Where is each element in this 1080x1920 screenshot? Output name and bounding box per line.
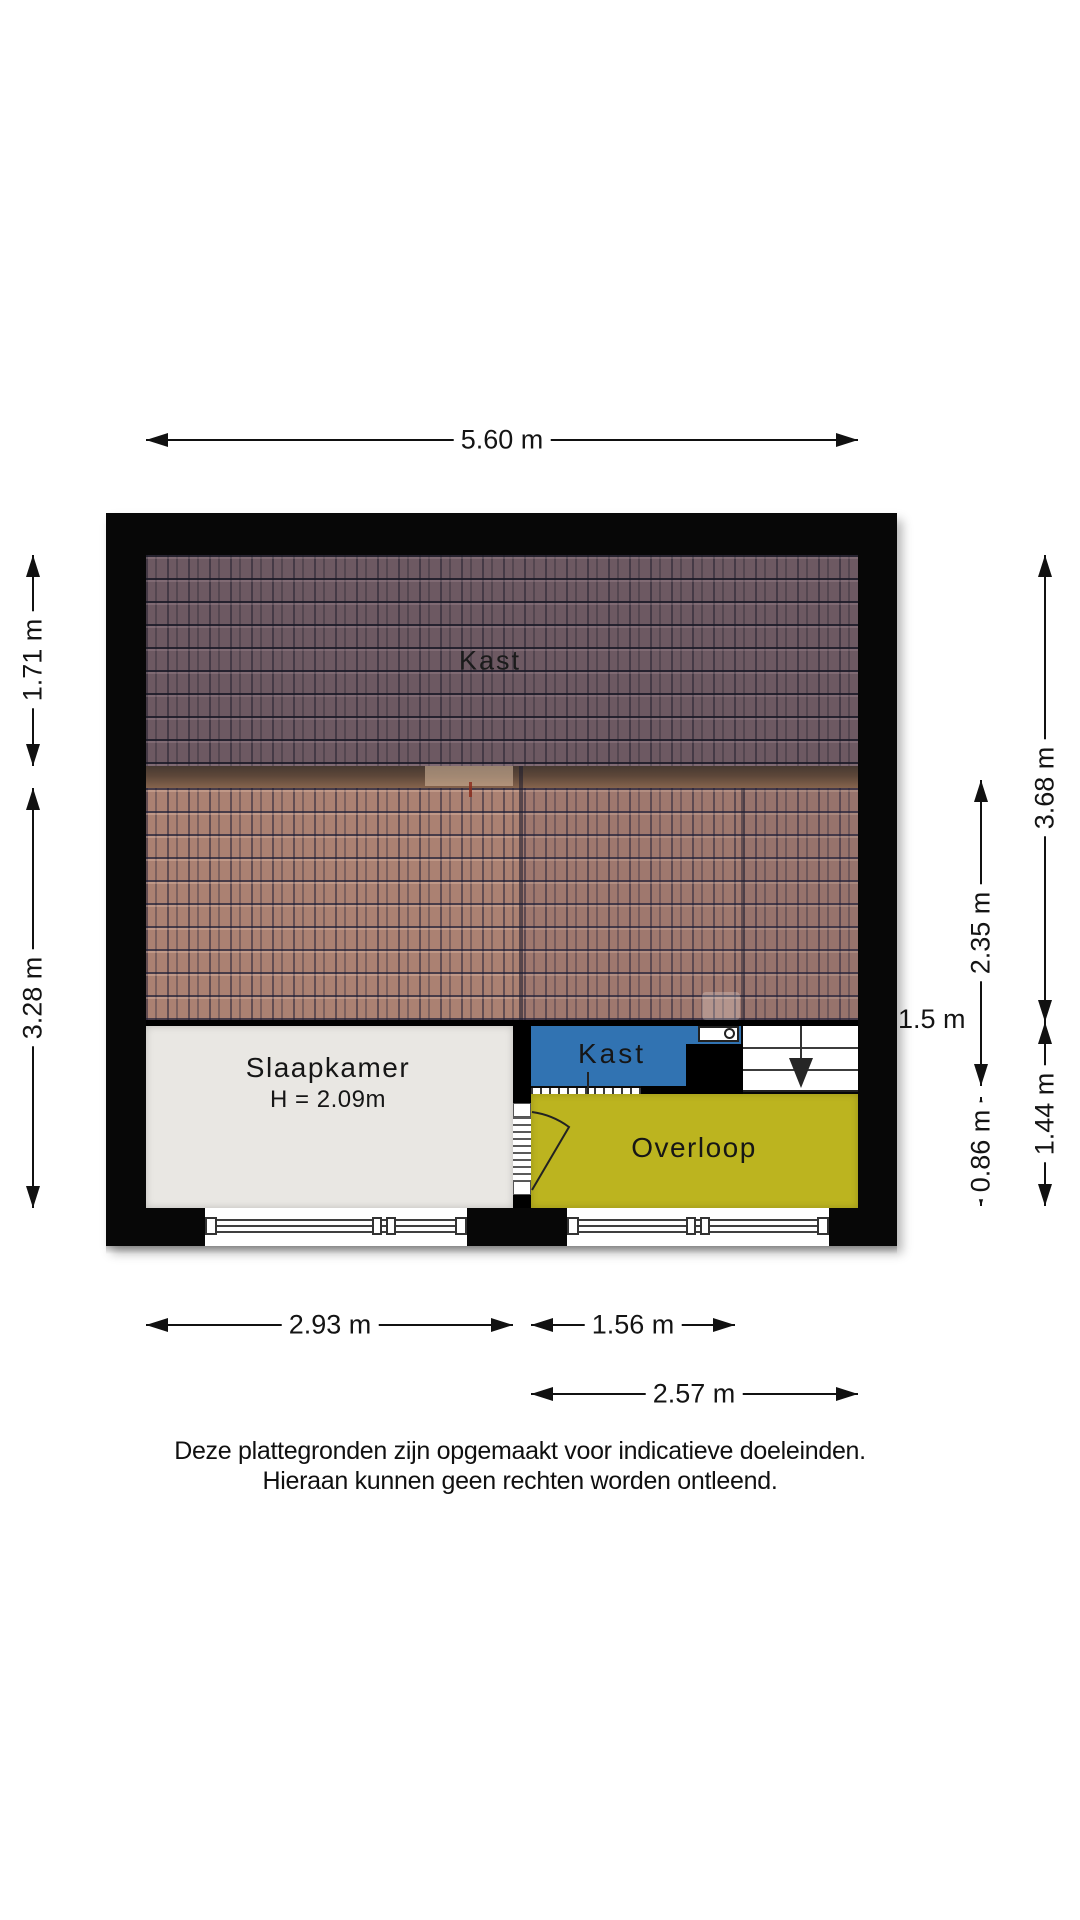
window-post [205,1217,217,1235]
dim-right-inner-lower-label: 0.86 m [966,1103,997,1200]
wall-block [686,1044,743,1094]
wall-segment-right [829,1208,897,1246]
dim-top-label: 5.60 m [454,425,551,456]
door-leaf-in-wall [513,1117,531,1181]
wall-segment-mid [467,1208,567,1246]
dim-left-upper-label: 1.71 m [18,612,49,709]
stairwell [743,1026,858,1092]
window-post [455,1217,467,1235]
disclaimer-line-1: Deze plattegronden zijn opgemaakt voor indicatieve doeleinden. [174,1437,866,1465]
window-mullion [386,1217,396,1235]
window-post [817,1217,829,1235]
dim-left-lower-label: 3.28 m [18,950,49,1047]
window-post [567,1217,579,1235]
attic-closet-label: Kast [458,645,522,676]
window-frame-line [217,1225,455,1227]
window-mullion [372,1217,382,1235]
disclaimer-text [0,1436,1040,1496]
dim-right-inner-upper-label: 2.35 m [966,885,997,982]
dim-bottom-wide-label: 2.57 m [646,1379,743,1410]
window-frame-line [579,1225,817,1227]
plan-shadow [106,1246,897,1254]
closet-label: Kast [577,1038,647,1069]
roof-hidden-wall-line-2 [741,788,745,1022]
window-frame-line [579,1219,817,1221]
fixture-ghost-through-roof [702,992,740,1020]
window-frame-line [217,1219,455,1221]
window-mullion [686,1217,696,1235]
window-frame-line [579,1231,817,1233]
window-frame-line [217,1231,455,1233]
door-jamb-top [513,1103,531,1117]
disclaimer-line-2: Hieraan kunnen geen rechten worden ontleend. [262,1467,778,1495]
landing-label: Overloop [631,1132,757,1163]
roof-hidden-wall-line [519,766,523,1022]
dim-right-outer-upper-label: 3.68 m [1030,740,1061,837]
bedroom-height-label: H = 2.09m [270,1086,386,1113]
door-jamb-bottom [513,1181,531,1195]
roof-shade-overlay-right [741,788,858,1022]
dim-bottom-left-label: 2.93 m [282,1310,379,1341]
stair-tread-line [743,1047,858,1049]
dim-bottom-mid-label: 1.56 m [585,1310,682,1341]
dim-right-outer-lower-label: 1.44 m [1030,1066,1061,1163]
stair-tread-line [743,1069,858,1071]
bedroom-label: Slaapkamer [245,1052,411,1083]
headroom-label: 1.5 m [898,1004,966,1034]
fixture-circle [724,1028,735,1039]
wall-patch [641,1086,686,1094]
roof-red-mark [469,782,472,797]
wall-segment-left [106,1208,205,1246]
window-mullion [700,1217,710,1235]
